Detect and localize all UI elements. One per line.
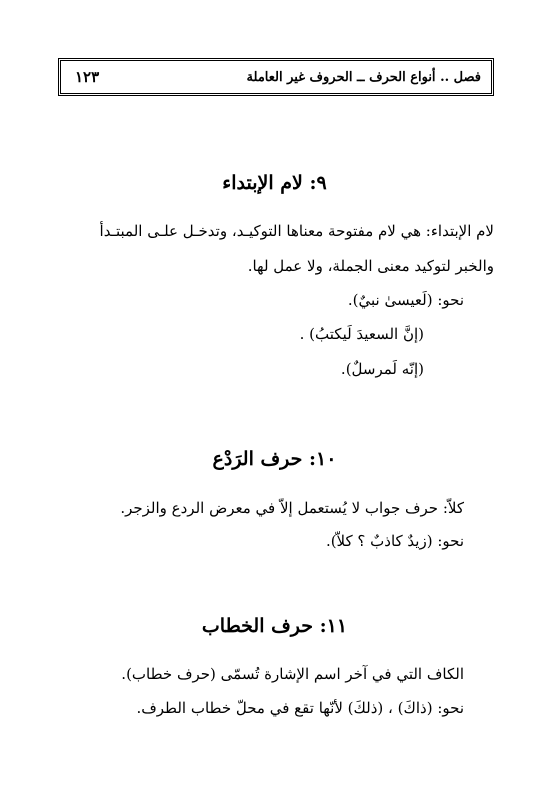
chapter-title: فصل .. أنواع الحرف ــ الحروف غير العاملة	[246, 70, 481, 85]
section-heading-10: ١٠: حرف الرَدْع	[212, 448, 337, 470]
body-line: كلاّ: حرف جواب لا يُستعمل إلاّ في معرض الردع والزجر.	[120, 499, 464, 517]
body-line: لام الإبتداء: هي لام مفتوحة معناها التوكيـد، وتدخـل علـى المبتـدأ	[99, 222, 494, 240]
example-line: نحو: (زيدٌ كاذبٌ ؟ كلاّ).	[325, 532, 464, 550]
example-line: نحو: (ذاكَ) ، (ذلكَ) لأنّها تقع في محلّ خطاب الطرف.	[136, 699, 464, 717]
example-line: (إنَّ السعيدَ لَيكتبُ) .	[299, 325, 424, 343]
body-line: الكاف التي في آخر اسم الإشارة تُسمّى (حرف خطاب).	[121, 665, 464, 683]
page-header	[58, 58, 494, 96]
body-line: والخبر لتوكيد معنى الجملة، ولا عمل لها.	[247, 257, 494, 275]
page-number: ١٢٣	[75, 68, 100, 86]
example-line: (إنّه لَمرسلٌ).	[340, 360, 424, 378]
section-heading-11: ١١: حرف الخطاب	[201, 615, 348, 637]
example-line: نحو: (لَعيسىٰ نبيٌ).	[347, 291, 464, 309]
section-heading-9: ٩: لام الإبتداء	[222, 172, 327, 194]
